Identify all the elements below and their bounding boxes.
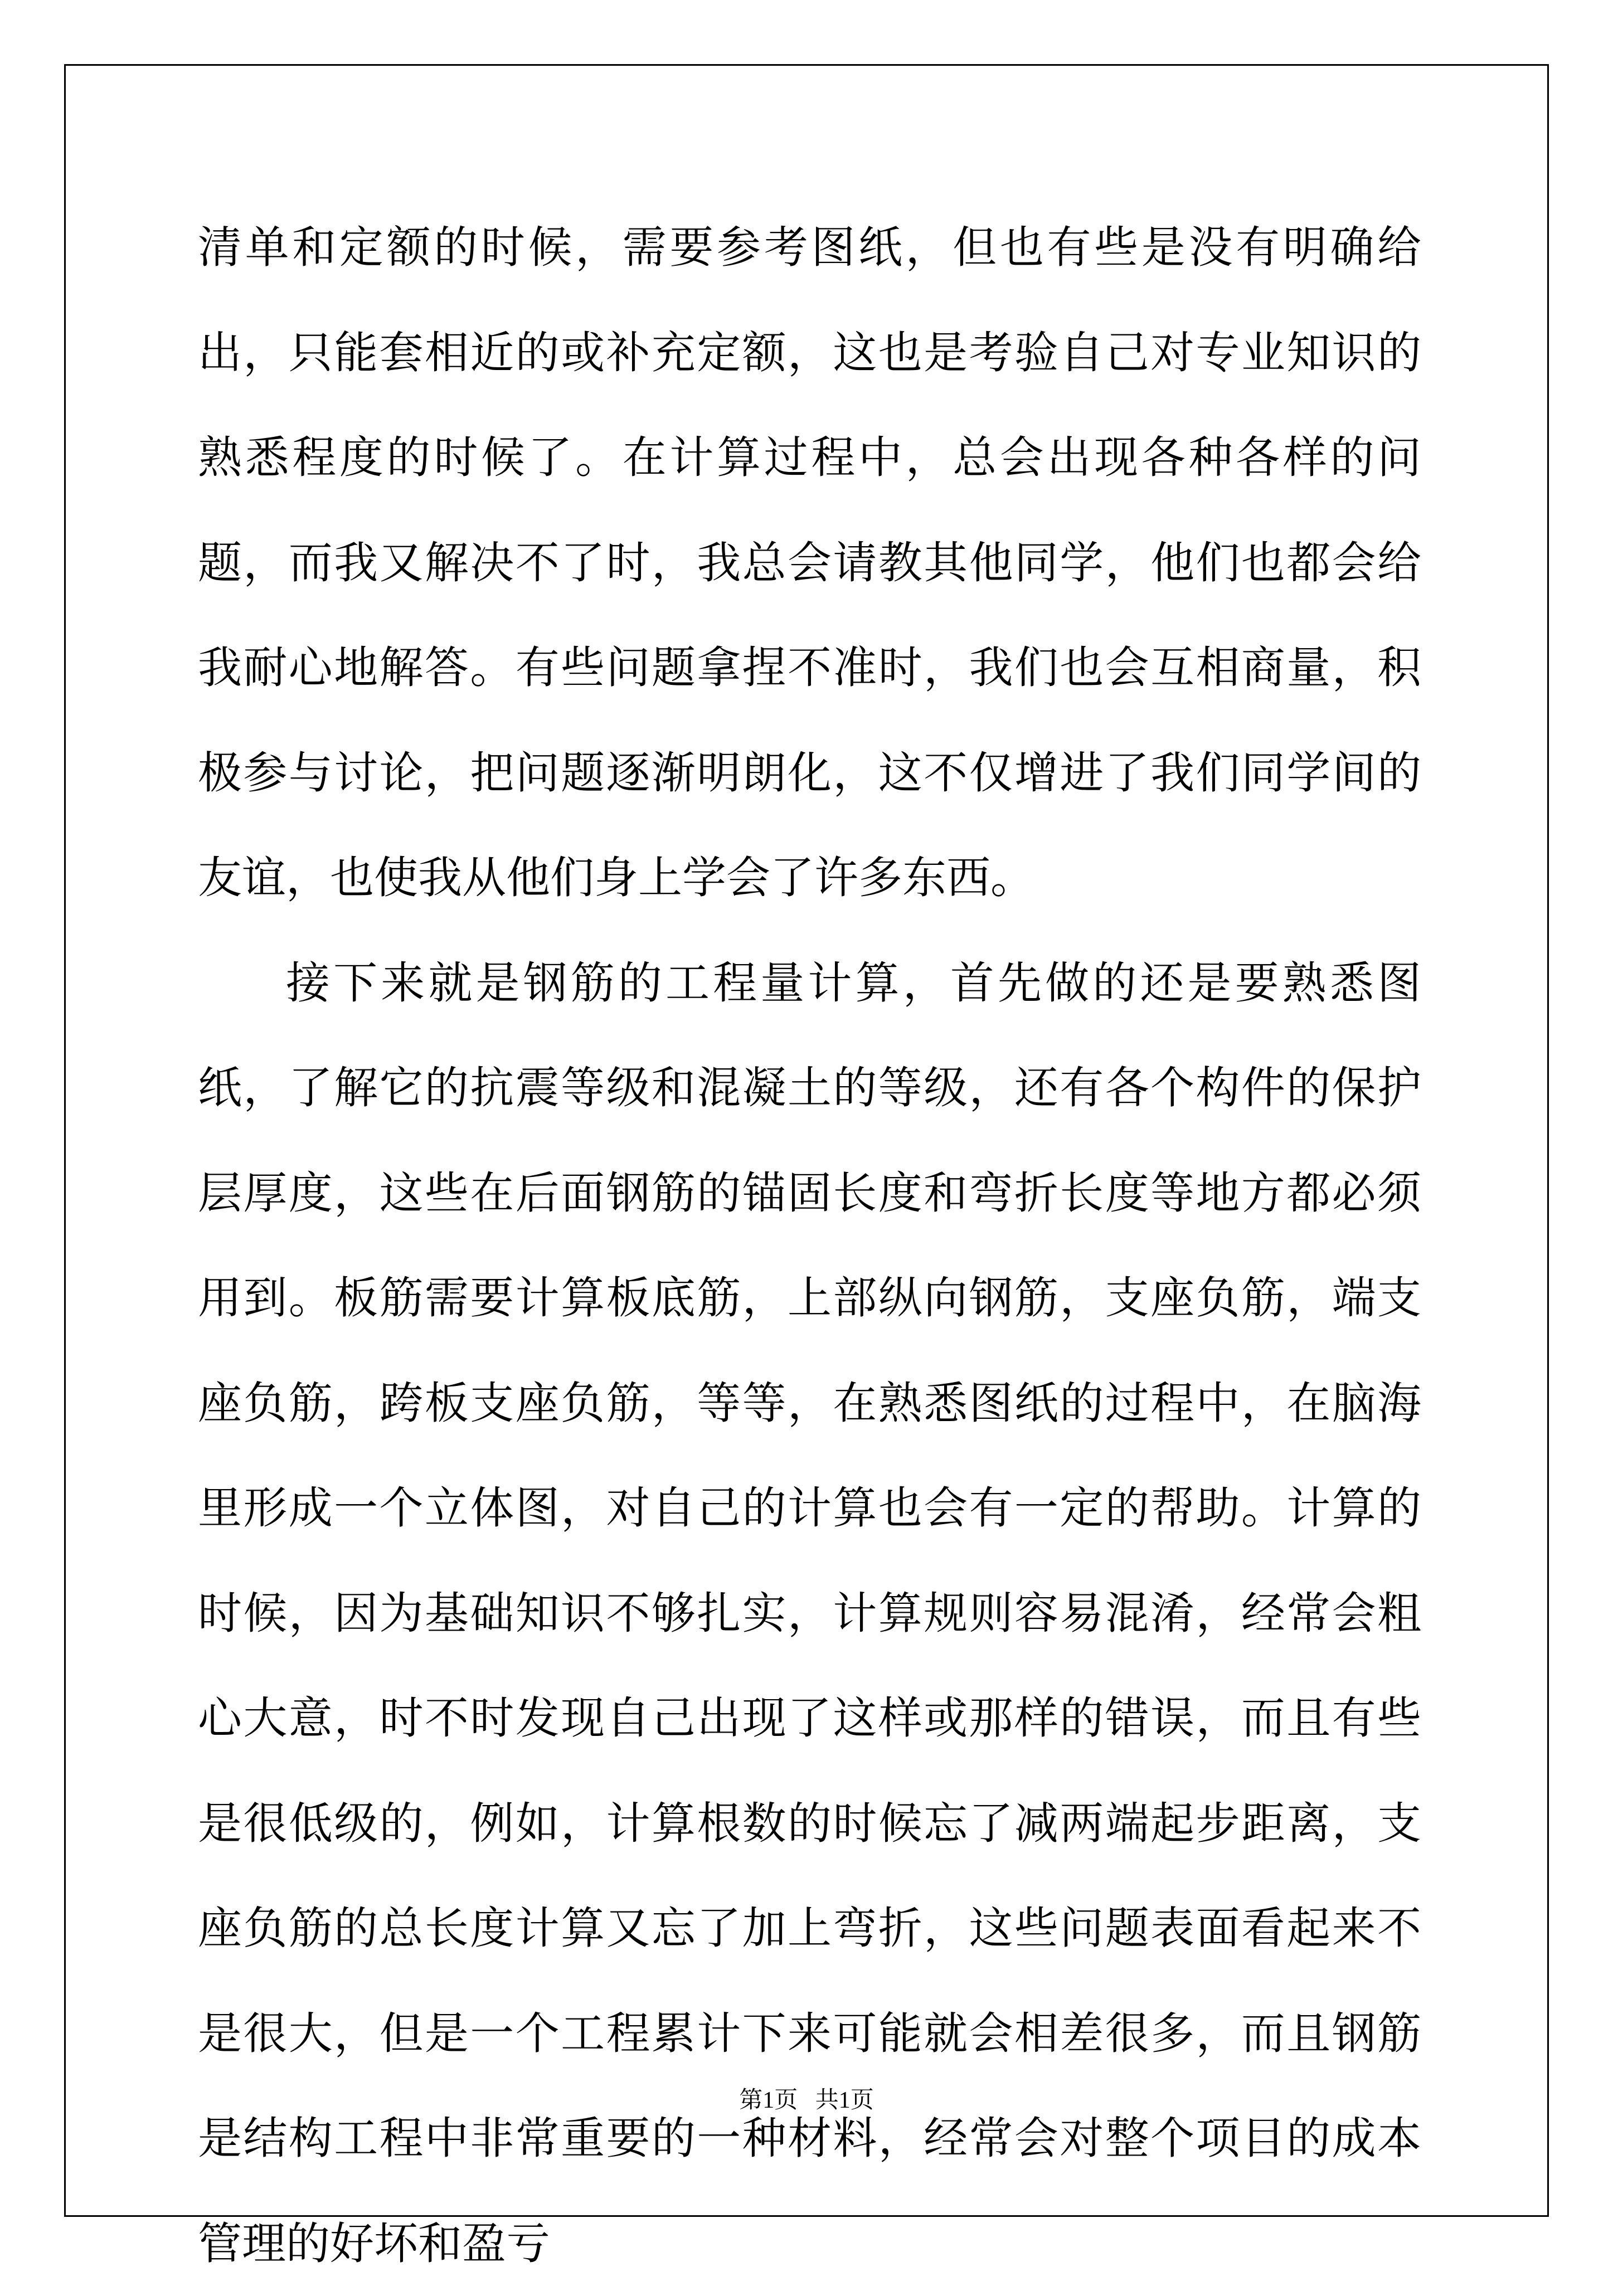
page-number-footer: 第1页 共1页 (0, 2081, 1613, 2115)
document-body (198, 195, 1421, 2296)
paragraph-continued: 清单和定额的时候，需要参考图纸，但也有些是没有明确给出，只能套相近的或补充定额，这也是考验自己对专业知识的熟悉程度的时候了。在计算过程中，总会出现各种各样的问题，而我又解决不了时，我总会请教其他同学，他们也都会给我耐心地解答。有些问题拿捏不准时，我们也会互相商量，积极参与讨论，把问题逐渐明朗化，这不仅增进了我们同学间的友谊，也使我从他们身上学会了许多东西。 (198, 195, 1421, 931)
paragraph-rebar-calculation: 接下来就是钢筋的工程量计算，首先做的还是要熟悉图纸，了解它的抗震等级和混凝土的等级，还有各个构件的保护层厚度，这些在后面钢筋的锚固长度和弯折长度等地方都必须用到。板筋需要计算板底筋，上部纵向钢筋，支座负筋，端支座负筋，跨板支座负筋，等等，在熟悉图纸的过程中，在脑海里形成一个立体图，对自己的计算也会有一定的帮助。计算的时候，因为基础知识不够扎实，计算规则容易混淆，经常会粗心大意，时不时发现自己出现了这样或那样的错误，而且有些是很低级的，例如，计算根数的时候忘了减两端起步距离，支座负筋的总长度计算又忘了加上弯折，这些问题表面看起来不是很大，但是一个工程累计下来可能就会相差很多，而且钢筋是结构工程中非常重要的一种材料，经常会对整个项目的成本管理的好坏和盈亏 (198, 931, 1421, 2296)
